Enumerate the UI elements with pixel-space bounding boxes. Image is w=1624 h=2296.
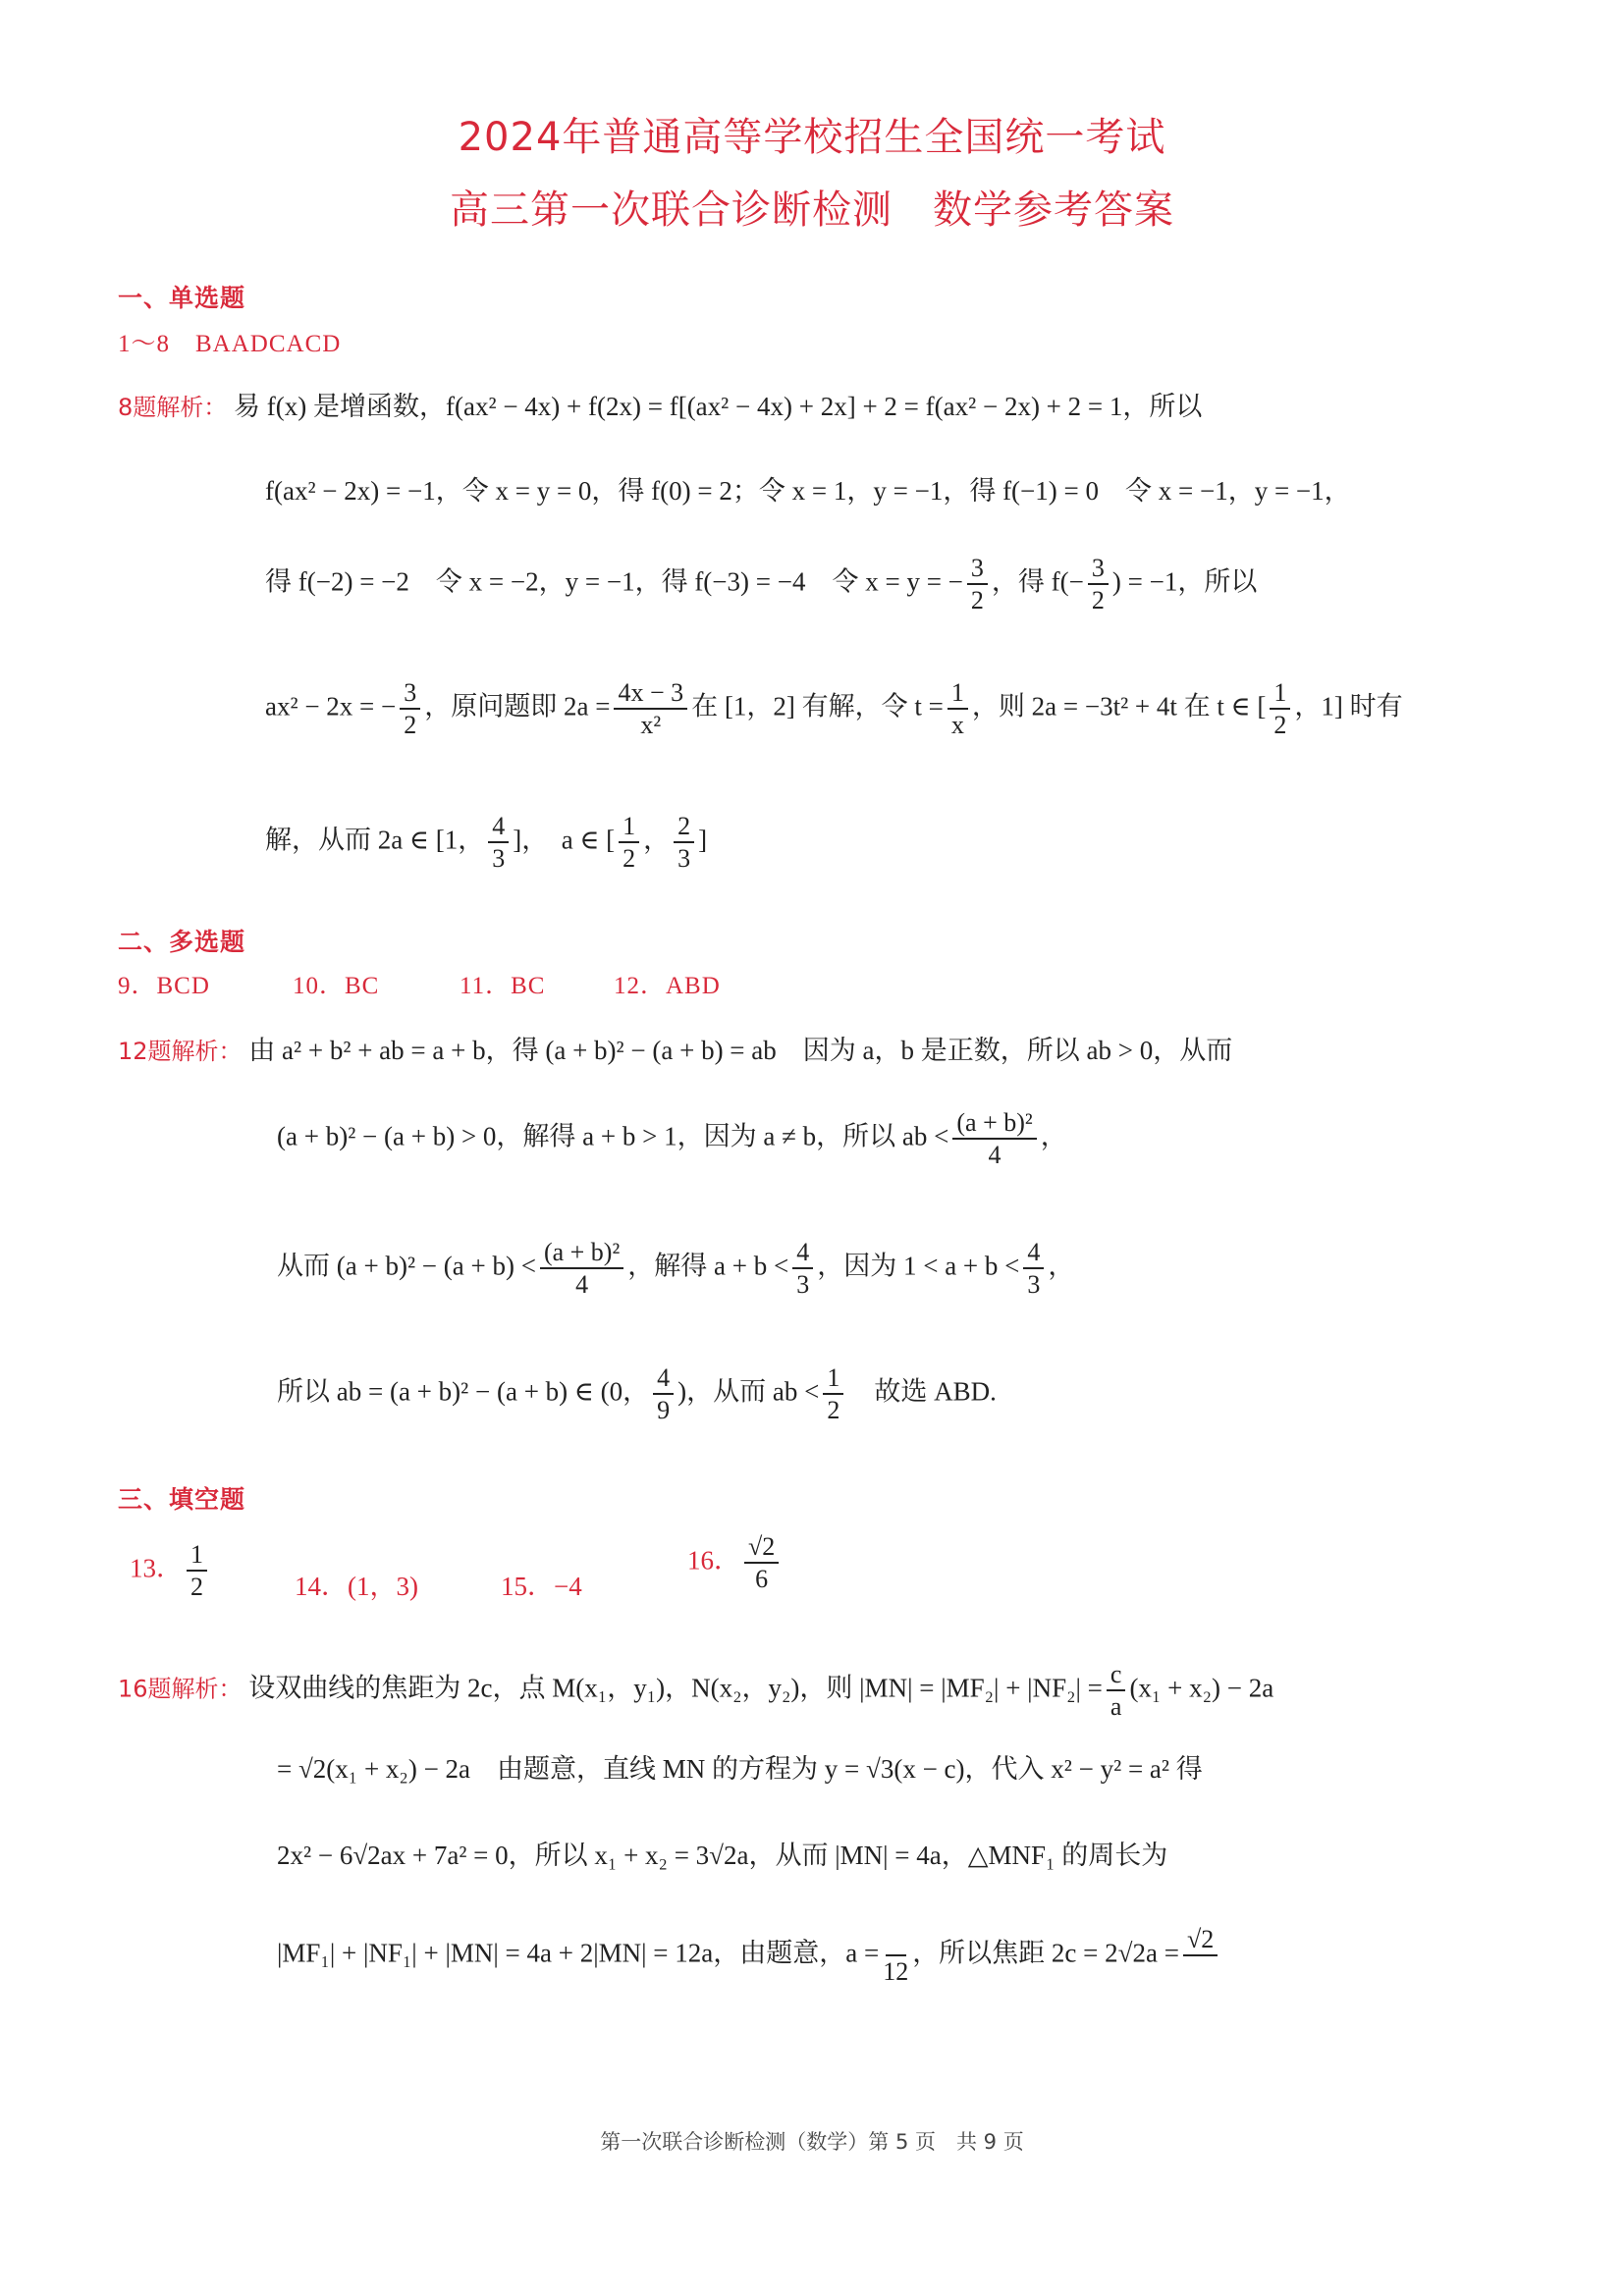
section-fill-blank-title: 三、填空题 [118, 1485, 246, 1514]
q12-line4 [277, 1364, 997, 1424]
q8-text-4c: 在 [1，2] 有解，令 t = [691, 691, 944, 721]
q16-text-1b: (x₁ + x₂) − 2a [1129, 1673, 1274, 1703]
q12-text-4b: )，从而 ab < [677, 1376, 820, 1407]
page-title-line1: 2024年普通高等学校招生全国统一考试 [458, 115, 1166, 160]
fraction-blank-over-12: 12 [883, 1926, 908, 1986]
q8-text-4d: ，则 2a = −3t² + 4t 在 t ∈ [ [971, 691, 1267, 721]
fraction-3-over-2: $\frac{3}{2}$ [1088, 555, 1109, 614]
fraction-1-over-2: $\frac{1}{2}$ [619, 813, 639, 873]
single-choice-answers: 1～8 BAADCACD [118, 331, 342, 357]
q8-line3 [265, 555, 1257, 614]
multi-answer-9: 9．BCD [118, 973, 210, 999]
fraction-sqrt2-over-6: $\frac{√2}{6}$ [744, 1533, 779, 1593]
q8-text-5b: ]， a ∈ [ [513, 825, 616, 855]
fraction-1-over-2: $\frac{1}{2}$ [823, 1364, 843, 1424]
page-title-line2: 高三第一次联合诊断检测 数学参考答案 [450, 187, 1174, 233]
q8-text-5: 解，从而 2a ∈ [1， [265, 825, 485, 855]
q8-label: 8题解析： [118, 394, 228, 421]
multi-answer-12: 12．ABD [614, 973, 721, 999]
q16-line3: 2x² − 6√2ax + 7a² = 0，所以 x₁ + x₂ = 3√2a，从而 |MN| = 4a，△MNF₁ 的周长为 [277, 1841, 1168, 1870]
fraction-ab-sq-over-4: $\frac{\text{(a + b)²}}{4}$ [952, 1109, 1036, 1169]
fraction-sqrt2-over-blank: √2 [1183, 1926, 1218, 1986]
q16-sol-label: 16题解析： [118, 1675, 243, 1703]
fraction-4-over-9: $\frac{4}{9}$ [653, 1364, 674, 1424]
q12-label: 12题解析： [118, 1038, 243, 1065]
q8-line1 [118, 385, 1202, 423]
q14-answer: 14．(1，3) [295, 1572, 418, 1601]
fraction-ab-sq-over-4: $\frac{\text{(a + b)²}}{4}$ [540, 1239, 623, 1299]
q16-text-4b: ，所以焦距 2c = 2√2a = [912, 1938, 1179, 1968]
multi-answer-10: 10．BC [293, 973, 380, 999]
q15-answer: 15．−4 [501, 1572, 582, 1601]
q16-text-1: 设双曲线的焦距为 2c，点 M(x₁，y₁)，N(x₂，y₂)，则 |MN| = |MF₂| + |NF₂| = [248, 1673, 1103, 1703]
q12-text-3b: ，解得 a + b < [627, 1251, 789, 1281]
q16-line2: = √2(x₁ + x₂) − 2a 由题意，直线 MN 的方程为 y = √3(x − c)，代入 x² − y² = a² 得 [277, 1754, 1203, 1784]
q8-text-3b: ，得 f(− [991, 566, 1084, 597]
fraction-2-over-3: $\frac{2}{3}$ [674, 813, 694, 873]
q16-line4 [277, 1926, 1221, 1986]
q8-text-4: ax² − 2x = − [265, 691, 397, 721]
fraction-4-over-3: $\frac{4}{3}$ [488, 813, 509, 873]
fraction-3-over-2: $\frac{3}{2}$ [400, 679, 420, 739]
q8-line5: 解，从而 2a ∈ [1， $\frac{4}{3}$ ]， a ∈ [ $\frac{1}{2}$ ， $\frac{2}{3}$ ] [265, 812, 708, 874]
q12-text-4c: 故选 ABD. [847, 1376, 997, 1407]
q16-label: 16． [687, 1545, 740, 1575]
q16-line1 [118, 1661, 1273, 1721]
q8-text-4b: ，原问题即 2a = [424, 691, 611, 721]
q13-label: 13． [130, 1553, 183, 1583]
q12-text-3: 从而 (a + b)² − (a + b) < [277, 1251, 536, 1281]
fraction-4-over-3: $\frac{4}{3}$ [1023, 1239, 1044, 1299]
q13-answer [130, 1541, 211, 1601]
section-multi-choice-title: 二、多选题 [118, 928, 246, 956]
section-single-choice-title: 一、单选题 [118, 284, 246, 312]
q8-text-4e: ，1] 时有 [1294, 691, 1403, 721]
page-footer: 第一次联合诊断检测（数学）第 5 页 共 9 页 [600, 2130, 1024, 2154]
q8-text-3: 得 f(−2) = −2 令 x = −2，y = −1，得 f(−3) = −4 令 x = y = − [265, 566, 963, 597]
q8-text-1: 易 f(x) 是增函数，f(ax² − 4x) + f(2x) = f[(ax² − 4x) + 2x] + 2 = f(ax² − 2x) + 2 = 1，所以 [234, 392, 1203, 421]
q12-text-2: (a + b)² − (a + b) > 0，解得 a + b > 1，因为 a ≠ b，所以 ab < [277, 1121, 949, 1151]
fraction-3-over-2: $\frac{3}{2}$ [967, 555, 988, 614]
q12-text-4: 所以 ab = (a + b)² − (a + b) ∈ (0， [277, 1376, 650, 1407]
fraction-4-over-3: $\frac{4}{3}$ [792, 1239, 813, 1299]
fraction-1-over-x: $\frac{1}{x}$ [947, 679, 968, 739]
q12-line2: (a + b)² − (a + b) > 0，解得 a + b > 1，因为 a ≠ b，所以 ab < $\frac{\text{(a + b)²}}{4}$ ， [277, 1108, 1067, 1170]
q16-answer [687, 1533, 783, 1593]
fraction-c-over-a: $\frac{c}{a}$ [1107, 1661, 1126, 1721]
q12-text-1: 由 a² + b² + ab = a + b，得 (a + b)² − (a + b) = ab 因为 a，b 是正数，所以 ab > 0，从而 [248, 1036, 1233, 1065]
q8-text-3c: ) = −1，所以 [1111, 566, 1258, 597]
q12-text-3c: ，因为 1 < a + b < [817, 1251, 1020, 1281]
q16-text-4: |MF₁| + |NF₁| + |MN| = 4a + 2|MN| = 12a，由题意，a = [277, 1938, 880, 1968]
q8-line2: f(ax² − 2x) = −1，令 x = y = 0，得 f(0) = 2；令 x = 1，y = −1，得 f(−1) = 0 令 x = −1，y = −1， [265, 476, 1351, 506]
fraction-1-over-2: $\frac{1}{2}$ [1270, 679, 1290, 739]
q8-line4 [265, 679, 1403, 739]
fraction-4x-3-over-x2: $\frac{4x - 3}{\text{x²}}$ [614, 679, 687, 739]
q12-line1 [118, 1029, 1232, 1067]
fraction-1-over-2: $\frac{1}{2}$ [187, 1541, 207, 1601]
q12-line3: 从而 (a + b)² − (a + b) < $\frac{\text{(a + b)²}}{4}$ ，解得 a + b < $\frac{4}{3}$ ，因为 1 < a + b < $\frac{4}{3}$ ， [277, 1238, 1075, 1300]
multi-answer-11: 11．BC [460, 973, 546, 999]
